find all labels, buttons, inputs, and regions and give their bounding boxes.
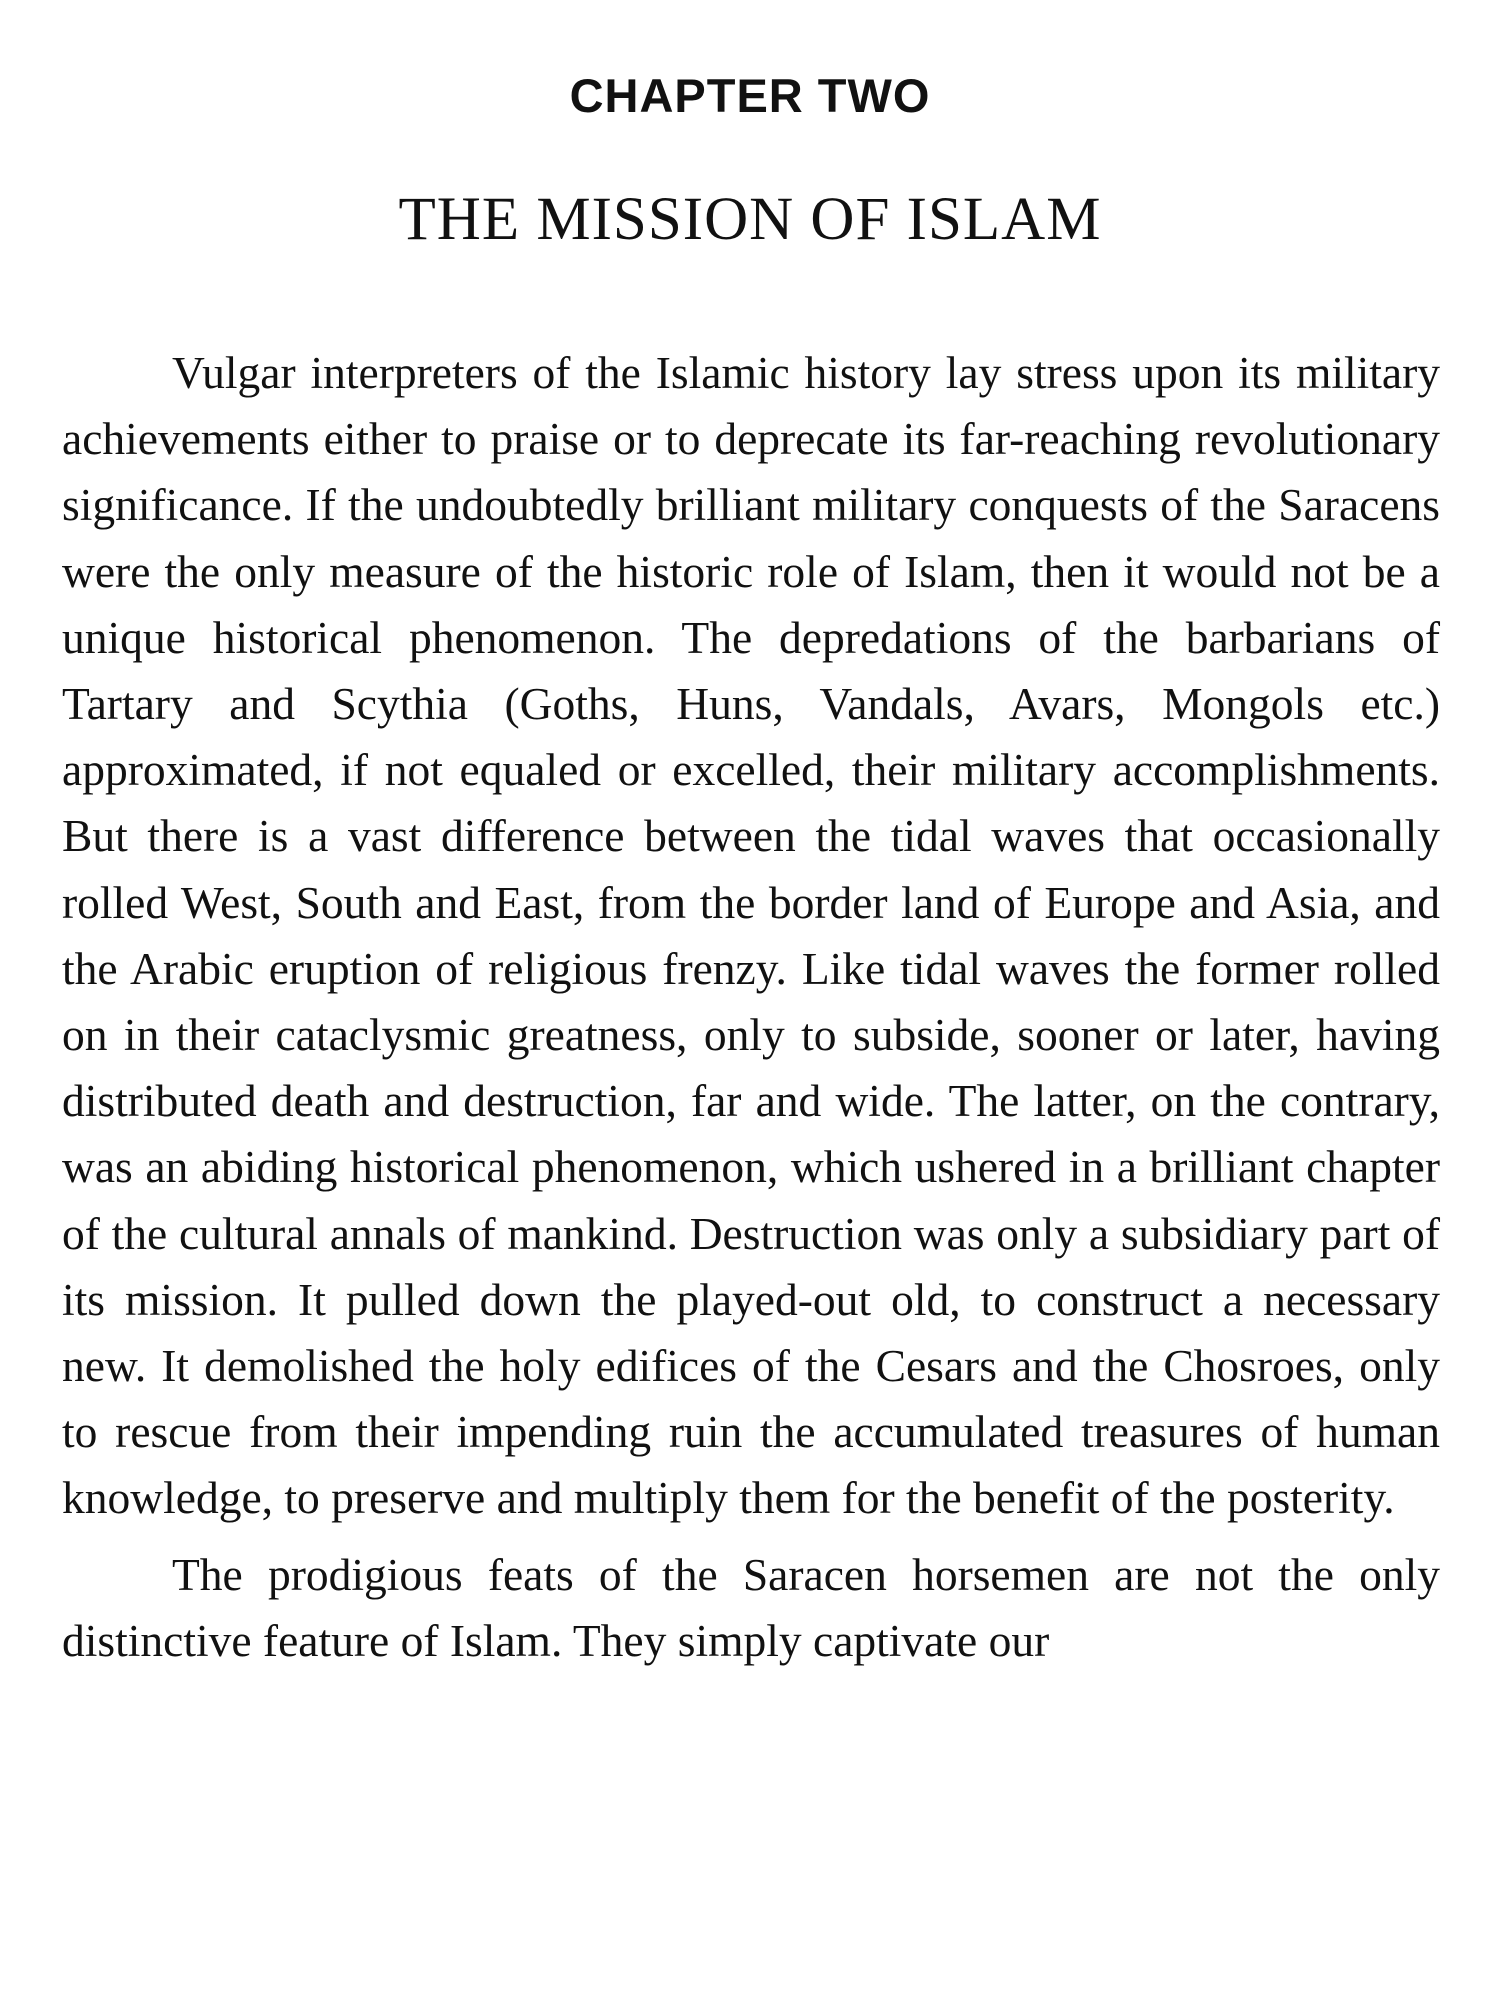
chapter-label: CHAPTER TWO — [569, 69, 931, 122]
paragraph: Vulgar interpreters of the Islamic history lay stress upon its military achievements either to praise or to deprecate its far-reaching revolutionary significance. If the undoubtedly brilliant military conquests of the Saracens were the only measure of the historic role of Islam, then it would not be a unique historical phenomenon. The depredations of the barbarians of Tartary and Scythia (Goths, Huns, Vandals, Avars, Mongols etc.) approximated, if not equaled or excelled, their military accomplishments. But there is a vast difference between the tidal waves that occasionally rolled West, South and East, from the border land of Europe and Asia, and the Arabic eruption of religious frenzy. Like tidal waves the former rolled on in their cataclysmic greatness, only to subside, sooner or later, having distributed death and destruction, far and wide. The latter, on the contrary, was an abiding historical phenomenon, which ushered in a brilliant chapter of the cultural annals of mankind. Destruction was only a subsidiary part of its mission. It pulled down the played-out old, to construct a necessary new. It demolished the holy edifices of the Cesars and the Chosroes, only to rescue from their impending ruin the accumulated treasures of human knowledge, to preserve and multiply them for the benefit of the posterity. — [62, 347, 1440, 1524]
chapter-title: THE MISSION OF ISLAM — [398, 186, 1102, 253]
paragraph: The prodigious feats of the Saracen horsemen are not the only distinctive feature of Islam. They simply captivate our — [62, 1548, 1440, 1666]
body-text — [62, 340, 1440, 1674]
